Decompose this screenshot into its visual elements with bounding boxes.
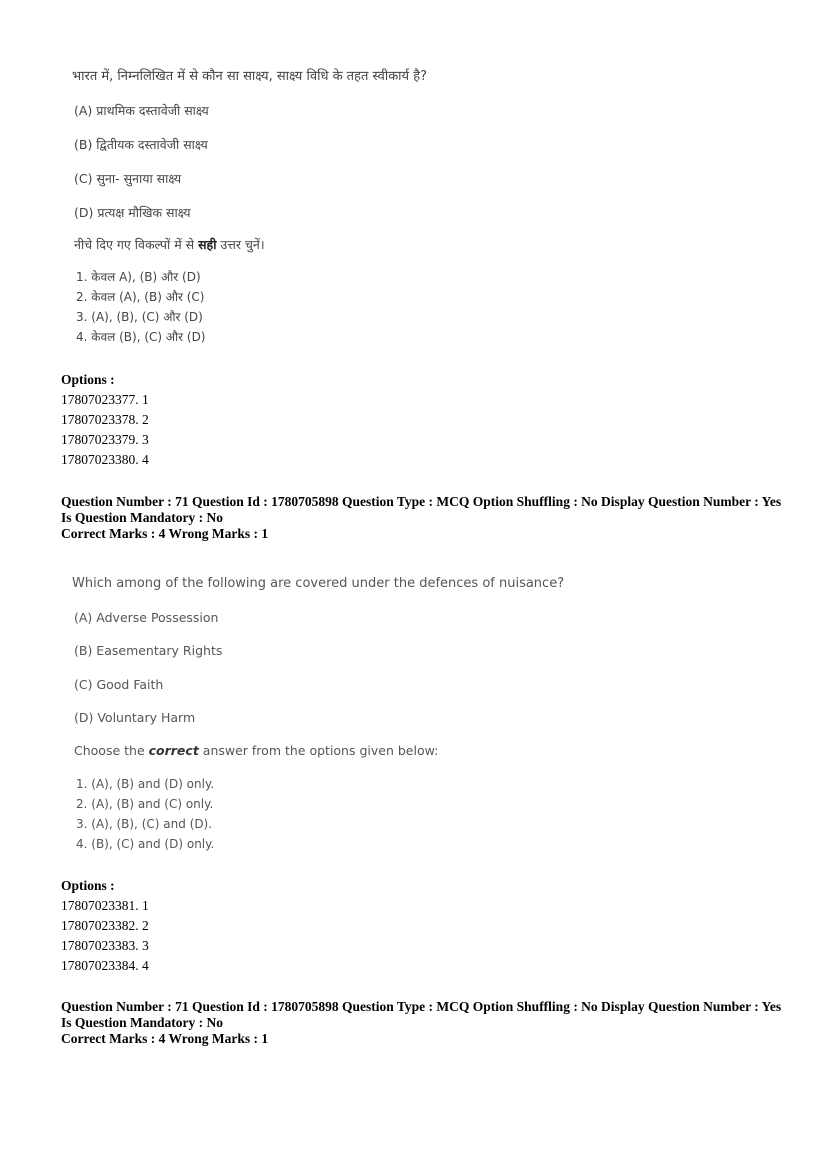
question-stem: भारत में, निम्नलिखित में से कौन सा साक्ष्य, साक्ष्य विधि के तहत स्वीकार्य है? bbox=[72, 69, 428, 84]
choice-4: 4. (B), (C) and (D) only. bbox=[76, 837, 215, 851]
statement-d: (D) Voluntary Harm bbox=[74, 710, 196, 725]
instruction-post: उत्तर चुनें। bbox=[216, 237, 265, 252]
option-item: 17807023383. 3 bbox=[61, 938, 149, 953]
instruction bbox=[74, 743, 438, 758]
choice-3: 3. (A), (B), (C) and (D). bbox=[76, 817, 213, 831]
question-stem: Which among of the following are covered under the defences of nuisance? bbox=[72, 576, 565, 591]
option-item: 17807023378. 2 bbox=[61, 412, 149, 427]
question-71-image bbox=[72, 574, 772, 864]
option-item: 17807023380. 4 bbox=[61, 452, 149, 467]
choice-3: 3. (A), (B), (C) और (D) bbox=[76, 310, 203, 324]
meta-line-1: Question Number : 71 Question Id : 1780705898 Question Type : MCQ Option Shuffling : No Display Question Number : Yes bbox=[61, 999, 782, 1014]
choice-1: 1. केवल A), (B) और (D) bbox=[76, 270, 201, 284]
instruction-pre: नीचे दिए गए विकल्पों में से bbox=[74, 237, 199, 252]
choice-4: 4. केवल (B), (C) और (D) bbox=[76, 330, 206, 344]
options-heading: Options : bbox=[61, 878, 115, 893]
options-heading: Options : bbox=[61, 372, 115, 387]
instruction bbox=[74, 236, 265, 253]
choice-2: 2. (A), (B) and (C) only. bbox=[76, 797, 214, 811]
statement-d: (D) प्रत्यक्ष मौखिक साक्ष्य bbox=[74, 205, 191, 220]
meta-line-2: Is Question Mandatory : No bbox=[61, 1015, 224, 1030]
option-item: 17807023382. 2 bbox=[61, 918, 149, 933]
choice-2: 2. केवल (A), (B) और (C) bbox=[76, 290, 205, 304]
choice-1: 1. (A), (B) and (D) only. bbox=[76, 777, 215, 791]
instruction-bold: correct bbox=[148, 743, 199, 758]
statement-a: (A) Adverse Possession bbox=[74, 610, 219, 625]
option-item: 17807023384. 4 bbox=[61, 958, 149, 973]
question-meta-q71 bbox=[61, 494, 781, 542]
option-item: 17807023377. 1 bbox=[61, 392, 149, 407]
statement-b: (B) Easementary Rights bbox=[74, 643, 223, 658]
instruction-bold: सही bbox=[198, 237, 217, 252]
statement-c: (C) सुना- सुनाया साक्ष्य bbox=[74, 171, 182, 186]
options-list-q70 bbox=[61, 370, 149, 470]
statement-a: (A) प्राथमिक दस्तावेजी साक्ष्य bbox=[74, 103, 209, 118]
statement-c: (C) Good Faith bbox=[74, 677, 164, 692]
statement-b: (B) द्वितीयक दस्तावेजी साक्ष्य bbox=[74, 137, 208, 152]
meta-line-2: Is Question Mandatory : No bbox=[61, 510, 224, 525]
meta-line-1: Question Number : 71 Question Id : 1780705898 Question Type : MCQ Option Shuffling : No Display Question Number : Yes bbox=[61, 494, 782, 509]
meta-line-3: Correct Marks : 4 Wrong Marks : 1 bbox=[61, 526, 269, 541]
question-70-image bbox=[72, 64, 772, 354]
option-item: 17807023381. 1 bbox=[61, 898, 149, 913]
instruction-pre: Choose the bbox=[74, 743, 149, 758]
instruction-post: answer from the options given below: bbox=[198, 743, 439, 758]
option-item: 17807023379. 3 bbox=[61, 432, 149, 447]
meta-line-3: Correct Marks : 4 Wrong Marks : 1 bbox=[61, 1031, 269, 1046]
options-list-q71 bbox=[61, 876, 149, 976]
question-meta-next bbox=[61, 999, 781, 1047]
